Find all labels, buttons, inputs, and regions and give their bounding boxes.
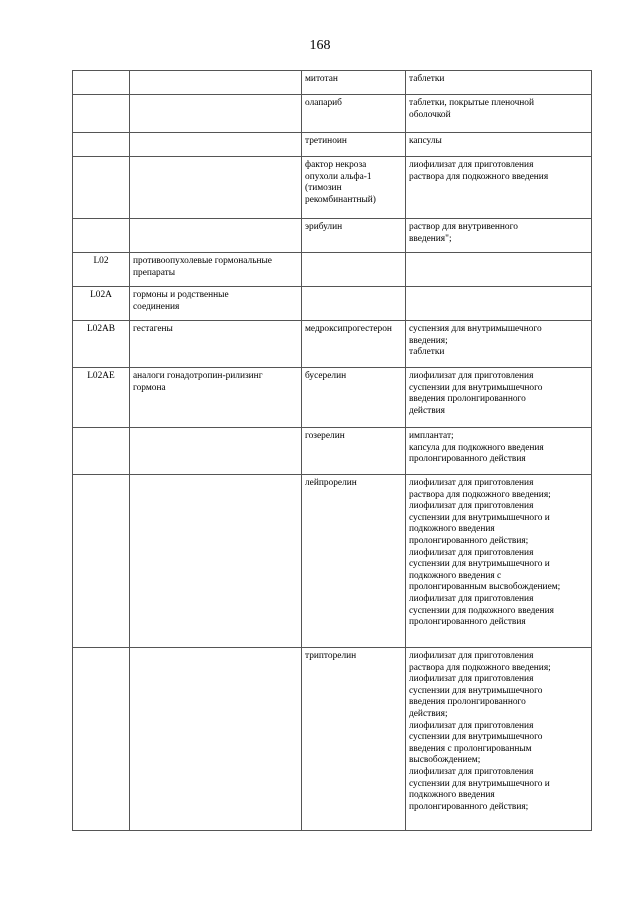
group-name-line: гестагены (133, 324, 173, 334)
table-row (73, 95, 592, 133)
drug-name-cell (302, 287, 406, 321)
group-name-line: противоопухолевые гормональные (133, 256, 272, 266)
dosage-form-cell (406, 253, 592, 287)
dosage-form-line: подкожного введения (409, 790, 495, 801)
dosage-form-line: пролонгированного действия; (409, 801, 529, 812)
dosage-form-line: таблетки, покрытые пленочной (409, 98, 535, 108)
drug-name-cell (302, 71, 406, 95)
group-name-cell (130, 648, 302, 831)
dosage-form-cell (406, 95, 592, 133)
dosage-form-cell (406, 157, 592, 219)
drug-name-line: олапариб (305, 98, 342, 108)
dosage-form-line: лиофилизат для приготовления (409, 501, 534, 512)
dosage-form-line: суспензии для внутримышечного и (409, 778, 550, 789)
dosage-form-line: пролонгированного действия (409, 454, 526, 465)
group-name-cell (130, 253, 302, 287)
table-row (73, 157, 592, 219)
drug-table (72, 70, 592, 831)
dosage-form-cell (406, 287, 592, 321)
table-row (73, 133, 592, 157)
dosage-form-cell (406, 428, 592, 475)
drug-name-line: опухоли альфа-1 (305, 171, 372, 182)
group-name-cell (130, 428, 302, 475)
dosage-form-line: лиофилизат для приготовления (409, 766, 534, 777)
group-name-cell (130, 71, 302, 95)
dosage-form-cell (406, 475, 592, 648)
drug-name-cell (302, 648, 406, 831)
dosage-form-line: лиофилизат для приготовления (409, 651, 534, 661)
atc-code-cell (73, 219, 130, 253)
dosage-form-line: введения"; (409, 233, 452, 244)
table-row (73, 475, 592, 648)
atc-code-cell (73, 71, 130, 95)
table-row (73, 71, 592, 95)
dosage-form-cell (406, 368, 592, 428)
dosage-form-line: оболочкой (409, 109, 451, 120)
dosage-form-cell (406, 648, 592, 831)
table-row (73, 287, 592, 321)
page-number: 168 (309, 38, 331, 53)
group-name-line: препараты (133, 267, 176, 278)
table-row (73, 648, 592, 831)
dosage-form-line: подкожного введения (409, 524, 495, 535)
dosage-form-line: капсулы (409, 136, 442, 146)
dosage-form-line: имплантат; (409, 431, 454, 441)
dosage-form-line: суспензии для внутримышечного (409, 685, 543, 696)
group-name-line: гормоны и родственные (133, 290, 229, 300)
atc-code-cell: L02AE (73, 368, 130, 428)
dosage-form-line: лиофилизат для приготовления (409, 720, 534, 731)
atc-code-cell (73, 428, 130, 475)
drug-name-cell (302, 95, 406, 133)
drug-name-cell (302, 253, 406, 287)
dosage-form-line: раствора для подкожного введения (409, 171, 549, 182)
dosage-form-line: таблетки (409, 347, 445, 358)
atc-code-cell (73, 133, 130, 157)
atc-code-cell (73, 95, 130, 133)
group-name-cell (130, 321, 302, 368)
dosage-form-line: введения с пролонгированным (409, 743, 532, 754)
group-name-cell (130, 157, 302, 219)
drug-name-line: трипторелин (305, 651, 357, 661)
dosage-form-cell (406, 219, 592, 253)
dosage-form-line: капсула для подкожного введения (409, 442, 544, 453)
dosage-form-line: действия; (409, 708, 448, 719)
group-name-line: соединения (133, 301, 180, 312)
atc-code-cell (73, 157, 130, 219)
dosage-form-line: лиофилизат для приготовления (409, 674, 534, 685)
dosage-form-line: лиофилизат для приготовления (409, 160, 534, 170)
group-name-cell (130, 368, 302, 428)
drug-name-cell (302, 475, 406, 648)
drug-name-cell (302, 157, 406, 219)
table-body (73, 71, 592, 831)
dosage-form-line: раствора для подкожного введения; (409, 662, 551, 673)
group-name-line: гормона (133, 382, 166, 393)
table-row (73, 428, 592, 475)
dosage-form-cell (406, 71, 592, 95)
dosage-form-cell (406, 321, 592, 368)
atc-code-cell (73, 475, 130, 648)
drug-name-cell (302, 428, 406, 475)
dosage-form-line: действия (409, 405, 445, 416)
dosage-form-line: лиофилизат для приготовления (409, 371, 534, 381)
drug-name-line: медроксипрогестерон (305, 324, 392, 334)
dosage-form-line: высвобождением; (409, 755, 481, 766)
dosage-form-line: пролонгированного действия; (409, 535, 529, 546)
dosage-form-line: суспензии для внутримышечного и (409, 559, 550, 570)
group-name-cell (130, 133, 302, 157)
dosage-form-line: суспензии для подкожного введения (409, 605, 554, 616)
drug-name-line: бусерелин (305, 371, 347, 381)
dosage-form-line: суспензия для внутримышечного (409, 324, 542, 334)
atc-code-cell (73, 648, 130, 831)
dosage-form-line: введения пролонгированного (409, 394, 526, 405)
drug-name-cell (302, 219, 406, 253)
table-row (73, 321, 592, 368)
drug-name-line: гозерелин (305, 431, 345, 441)
atc-code-cell: L02AB (73, 321, 130, 368)
drug-name-line: (тимозин (305, 183, 342, 194)
drug-name-cell (302, 368, 406, 428)
dosage-form-line: лиофилизат для приготовления (409, 547, 534, 558)
table-row (73, 219, 592, 253)
drug-name-cell (302, 133, 406, 157)
dosage-form-line: суспензии для внутримышечного (409, 732, 543, 743)
dosage-form-line: пролонгированным высвобождением; (409, 582, 561, 593)
group-name-cell (130, 287, 302, 321)
dosage-form-line: лиофилизат для приготовления (409, 593, 534, 604)
dosage-form-line: пролонгированного действия (409, 617, 526, 628)
dosage-form-line: таблетки (409, 74, 445, 84)
drug-name-line: эрибулин (305, 222, 343, 232)
drug-name-line: митотан (305, 74, 338, 84)
dosage-form-line: лиофилизат для приготовления (409, 478, 534, 488)
drug-name-line: рекомбинантный) (305, 194, 376, 205)
group-name-cell (130, 219, 302, 253)
atc-code-cell: L02 (73, 253, 130, 287)
group-name-cell (130, 95, 302, 133)
group-name-line: аналоги гонадотропин-рилизинг (133, 371, 263, 381)
dosage-form-line: введения пролонгированного (409, 697, 526, 708)
drug-name-line: фактор некроза (305, 160, 367, 170)
dosage-form-line: раствора для подкожного введения; (409, 489, 551, 500)
drug-name-line: третиноин (305, 136, 347, 146)
dosage-form-line: суспензии для внутримышечного (409, 382, 543, 393)
atc-code-cell: L02A (73, 287, 130, 321)
table-row (73, 368, 592, 428)
table-row (73, 253, 592, 287)
drug-name-line: лейпрорелин (305, 478, 357, 488)
group-name-cell (130, 475, 302, 648)
dosage-form-line: введения; (409, 335, 448, 346)
dosage-form-line: подкожного введения с (409, 570, 502, 581)
drug-name-cell (302, 321, 406, 368)
dosage-form-line: суспензии для внутримышечного и (409, 512, 550, 523)
dosage-form-line: раствор для внутривенного (409, 222, 518, 232)
dosage-form-cell (406, 133, 592, 157)
